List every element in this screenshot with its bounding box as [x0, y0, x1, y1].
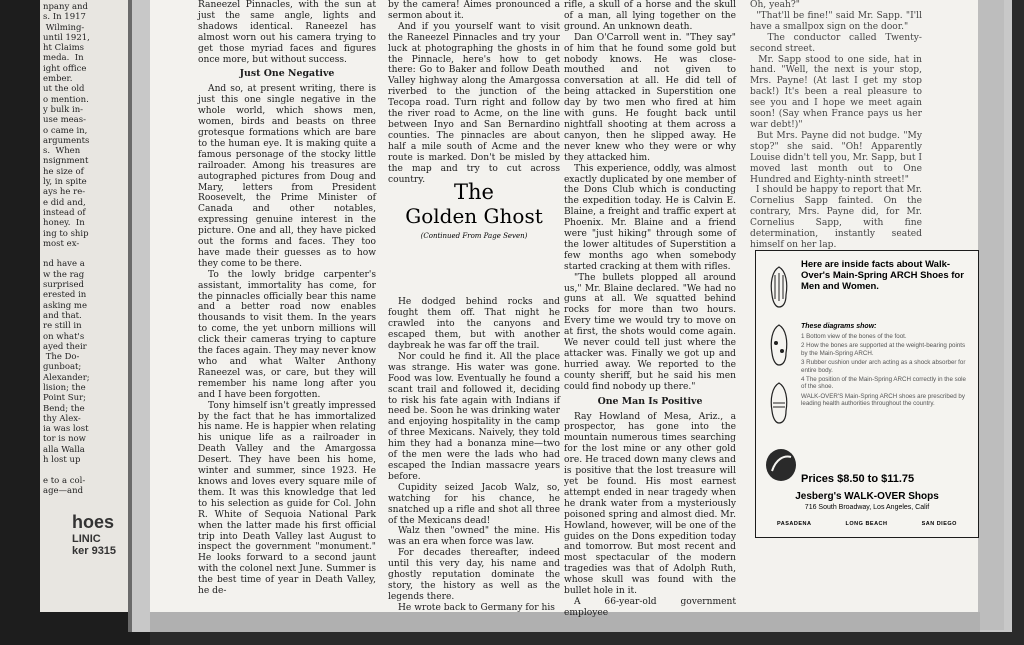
paragraph: He wrote back to Germany for his — [398, 602, 555, 613]
ad-list — [801, 333, 971, 410]
foot-skeleton-icon — [764, 265, 794, 309]
ad-list-item: WALK-OVER'S Main-Spring ARCH shoes are prescribed by leading health authorities throughout the country. — [801, 392, 965, 408]
subheading: Just One Negative — [239, 68, 335, 80]
paragraph: by the camera! Aimes pronounced a sermon about it. — [388, 0, 563, 21]
store-name: Jesberg's WALK-OVER Shops — [795, 491, 939, 502]
ad-price: Prices $8.50 to $11.75 — [801, 473, 915, 485]
paragraph: Cupidity seized Jacob Walz, so, watching for his chance, he snatched up a rifle and shot all three of the Mexicans dead! — [388, 482, 563, 526]
paragraph: "The bullets plopped all around us," Mr. Blaine declared. "We had no guns at all. We squatted behind rocks for more than two hours. Every time we would try to move on at first, the shots would come again. We never could tell just where the attacker was. Finally we got up and hurried away. We reported to the county sheriff, but he said his men could find nobody up there." — [564, 272, 739, 392]
ad-list-item: 4 The position of the Main-Spring ARCH correctly in the sole of the shoe. — [801, 376, 966, 391]
paragraph: rifle, a skull of a horse and the skull of a man, all lying together on the ground. An unknown death. — [564, 0, 739, 32]
adjacent-page-strip — [40, 0, 129, 612]
paragraph: Raneezel Pinnacles, with the sun at just the same angle, lights and shadows identical. Raneezel has almost worn out his camera trying to get those myriad faces and figures once more, but without success. — [198, 0, 379, 65]
paragraph: This experience, oddly, was almost exactly duplicated by one member of the Dons Club which is conducting the expedition today. He is Calvin E. Blaine, a freight and traffic expert at Phoenix. Mr. Blaine and a friend were "just hiking" through some of the lower altitudes of Superstition a few months ago when somebody started cracking at them with rifles. — [564, 163, 739, 272]
paragraph: To the lowly bridge carpenter's assistant, immortality has come, for the pinnacles officially bear this name and a better road now enables thousands to visit them. In the years to come, the yet unborn millions will click their cameras trying to capture the faces again. They may never know who and what Walter Anthony Raneezel was, or care, but they will remember his name long after you and I have been forgotten. — [198, 269, 379, 400]
adjacent-ad-title: hoes — [72, 512, 115, 532]
continued-note: (Continued From Page Seven) — [420, 232, 528, 240]
column-3 — [564, 0, 739, 619]
column-2 — [388, 0, 563, 614]
paragraph: Tony himself isn't greatly impressed by the fact that he has immortalized his name. He is happier when relating his unique life as a railroader in Death Valley and the Amargossa Desert. They have been his home, winter and summer, since 1923. He knows and loves every square mile of them. It was this knowledge that led to his selection as guide for Col. John R. White of Sequoia National Park when the latter made his first official trip into Death Valley last August to inspect the government "monument." He looks forward to a second jaunt with the colonel next June. Summer is the best time of year in Death Valley, he de- — [198, 400, 379, 597]
city-label: PASADENA — [777, 521, 812, 527]
column-4 — [750, 0, 922, 251]
ad-store — [760, 491, 974, 513]
paragraph: Walz then "owned" the mine. His was an era when force was law. — [388, 526, 563, 548]
paragraph: Dan O'Carroll went in. "They say" of him that he found some gold but nobody knows. He was close-mouthed and not given to conversation at all. He did tell of being attacked in Superstition one day by two men who fired at him with guns. He fought back until nightfall shooting at them across a canyon, then he slipped away. He never knew who they were or why they attacked him. — [564, 32, 739, 163]
city-label: LONG BEACH — [845, 521, 888, 527]
store-address: 716 South Broadway, Los Angeles, Calif — [804, 504, 930, 511]
paragraph: For decades thereafter, indeed until this very day, his name and ghostly reputation dominate the story, the history as well as the legends there. — [388, 548, 563, 602]
foot-cushion-icon — [764, 381, 794, 425]
ad-title: Here are inside facts about Walk-Over's Main-Spring ARCH Shoes for Men and Women. — [801, 259, 964, 292]
adjacent-column-text: npany and s. In 1917 Wilming- until 1921, ht Claims meda. In ight office ember. ut the old o mention. y bulk in- use meas- o came in, arguments s. When nsignment he size of ly, in spite ays he re- e did and, instead of honey. In ing to ship most ex- nd have a w the rag surprised erested in asking me and that. re still in on what's ayed their The Do- gunboat; Alexander; lision; the Point Sur; Bend; the thy Alex- ia was lost tor is now alla Walla h lost up e to a col- age—and — [43, 2, 90, 496]
adjacent-ad — [72, 512, 132, 557]
ad-list-item: 1 Bottom view of the bones of the foot. — [801, 333, 907, 340]
subheading: One Man Is Positive — [597, 395, 703, 407]
paragraph: Oh, yeah?" "That'll be fine!" said Mr. Sapp. "I'll have a smallpox sign on the door." The conductor called Twenty-second street. Mr. Sapp stood to one side, hat in hand. "Well, the next is your stop, Mrs. Payne! (At last I get my stop back!) It's been a real pleasure to see you and I hope we meet again soon! (Say when France pays us her war debt!)" But Mrs. Payne did not budge. "My stop?" she said. "Oh! Apparently Louise didn't tell you, Mr. Sapp, but I moved last month out to One Hundred and Eighty-ninth street!" I should be happy to report that Mr. Cornelius Sapp fainted. On the contrary, Mrs. Payne did, for Mr. Cornelius Sapp, with fine determination, instantly seated himself on her lap. — [750, 0, 922, 250]
article-headline — [388, 180, 560, 240]
page-shadow — [978, 0, 1004, 630]
shoe-icon — [764, 443, 798, 483]
walkover-advertisement — [755, 250, 979, 538]
paragraph: He dodged behind rocks and fought them off. That night he crawled into the canyons and escaped them, but with another daybreak he was far off the trail. — [388, 297, 563, 352]
column-1 — [198, 0, 379, 597]
paragraph: A 66-year-old government employee — [564, 596, 739, 618]
city-label: SAN DIEGO — [921, 521, 957, 527]
ad-list-item: 2 How the bones are supported at the weight-bearing points by the Main-Spring ARCH. — [801, 342, 966, 357]
paragraph: And so, at present writing, there is just this one single negative in the whole world, which shows men, women, birds and beasts on three grotesque formations which are bare to the human eye. It is making quite a famous personage of the stocky little railroader. Among his treasures are autographed pictures from Doug and Mary, letters from President Roosevelt, the Prime Minister of Canada and other notables, expressing genuine interest in the picture. One and all, they have picked out the forms and faces. They too have made their guesses as to how they come to be there. — [198, 84, 379, 269]
paragraph: Nor could he find it. All the place was strange. His water was gone. Food was low. Eventually he found a scant trail and followed it, deciding to risk his fate again with Indians if need be. Soon he was drinking water and enjoying hospitality in the camp of three Mexicans. Naively, they told him they had a bonanza mine—two of the men were the lads who had escaped the Indian massacre years before. — [388, 351, 563, 482]
headline-line-2: Golden Ghost — [405, 204, 543, 228]
paragraph: And if you yourself want to visit the Raneezel Pinnacles and try your luck at photographing the ghosts in the Pinnacle, here's how to get there: Go to Baker and follow Death Valley highway along the Amargossa riverbed to the junction of the Tecopa road. Turn right and follow the river road to Acme, on the line between Inyo and San Bernardino counties. The pinnacles are about half a mile south of Acme and the route is marked. Don't be misled by the map and try to cut across country. — [388, 21, 563, 185]
headline-line-1: The — [454, 180, 494, 204]
store-cities — [760, 521, 974, 527]
foot-arch-icon — [764, 323, 794, 367]
ad-list-item: 3 Rubber cushion under arch acting as a shock absorber for entire body. — [801, 359, 966, 374]
paragraph: Ray Howland of Mesa, Ariz., a prospector, has gone into the mountain numerous times searching for the lost mine or any other gold ore. He traced down many clews and is positive that the lost treasure will yet be found. His most earnest attempt ended in near tragedy when he drank water from a mysteriously poisoned spring and almost died. Mr. Howland, however, will be one of the guides on the Dons expedition today and tomorrow. But most recent and most spectacular of the modern tragedies was that of Adolph Ruth, whose skull was found with the bullet hole in it. — [564, 411, 739, 597]
ad-subtitle: These diagrams show: — [801, 323, 877, 330]
adjacent-ad-text: LINIC ker 9315 — [72, 533, 117, 557]
